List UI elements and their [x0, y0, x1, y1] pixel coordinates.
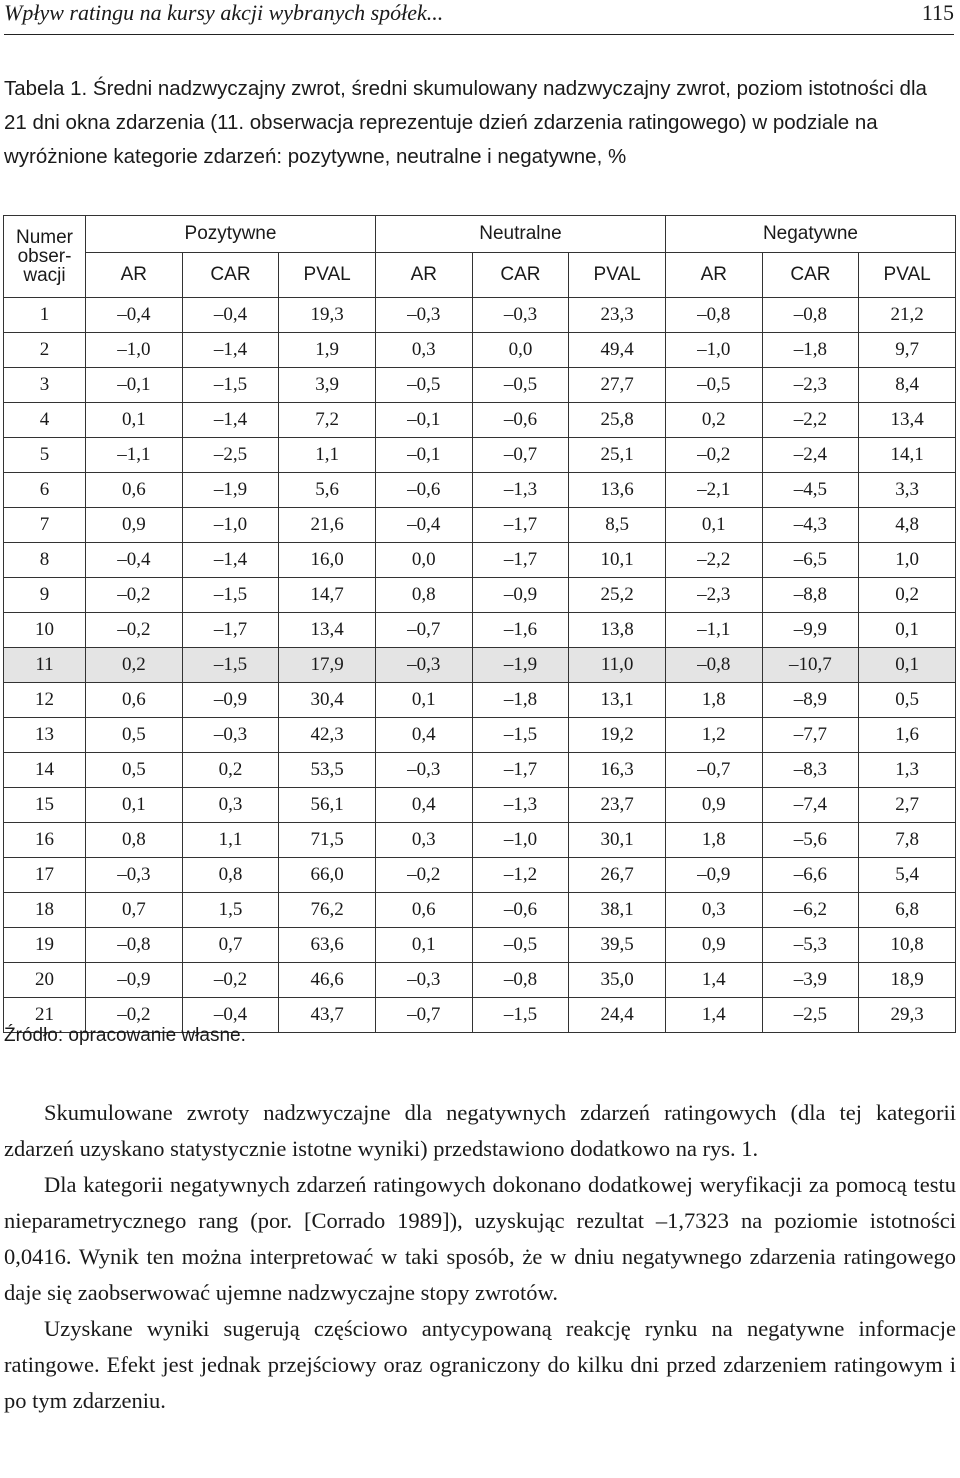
table-row — [4, 333, 956, 368]
table-cell: 0,1 — [375, 928, 472, 963]
table-cell: 23,3 — [569, 298, 666, 333]
column-header: PVAL — [859, 253, 956, 298]
table-cell: –1,8 — [762, 333, 859, 368]
table-cell: 25,2 — [569, 578, 666, 613]
table-cell: 43,7 — [279, 998, 376, 1033]
table-cell: 13,4 — [859, 403, 956, 438]
observation-number-cell: 14 — [4, 753, 86, 788]
table-cell: 0,8 — [375, 578, 472, 613]
table-cell: –6,6 — [762, 858, 859, 893]
table-body — [4, 298, 956, 1033]
table-cell: –0,2 — [86, 998, 183, 1033]
table-cell: 63,6 — [279, 928, 376, 963]
table-cell: 0,0 — [472, 333, 569, 368]
table-cell: –0,9 — [472, 578, 569, 613]
table-cell: 5,6 — [279, 473, 376, 508]
table-cell: 0,1 — [375, 683, 472, 718]
table-cell: 13,4 — [279, 613, 376, 648]
table-cell: 0,8 — [86, 823, 183, 858]
column-header: CAR — [472, 253, 569, 298]
table-cell: 13,1 — [569, 683, 666, 718]
table-cell: 0,4 — [375, 718, 472, 753]
table-cell: 0,5 — [86, 718, 183, 753]
column-header: AR — [665, 253, 762, 298]
column-header: CAR — [182, 253, 279, 298]
table-cell: 53,5 — [279, 753, 376, 788]
table-cell: 0,6 — [86, 473, 183, 508]
table-cell: 0,7 — [86, 893, 183, 928]
table-cell: –0,7 — [665, 753, 762, 788]
results-table — [3, 215, 956, 1033]
table-cell: 0,1 — [86, 788, 183, 823]
table-cell: –0,1 — [375, 438, 472, 473]
table-cell: –8,3 — [762, 753, 859, 788]
table-cell: 0,1 — [86, 403, 183, 438]
table-cell: 6,8 — [859, 893, 956, 928]
observation-number-cell: 9 — [4, 578, 86, 613]
table-row — [4, 683, 956, 718]
table-cell: –1,7 — [182, 613, 279, 648]
table-cell: 27,7 — [569, 368, 666, 403]
column-header: AR — [375, 253, 472, 298]
table-cell: 0,2 — [665, 403, 762, 438]
table-cell: 23,7 — [569, 788, 666, 823]
column-header: PVAL — [279, 253, 376, 298]
table-cell: 38,1 — [569, 893, 666, 928]
table-cell: –1,5 — [182, 648, 279, 683]
table-cell: 4,8 — [859, 508, 956, 543]
table-cell: –1,0 — [665, 333, 762, 368]
table-cell: –0,2 — [86, 578, 183, 613]
table-row — [4, 788, 956, 823]
table-cell: 0,0 — [375, 543, 472, 578]
table-cell: 9,7 — [859, 333, 956, 368]
table-row — [4, 473, 956, 508]
table-cell: –1,5 — [182, 578, 279, 613]
table-cell: –1,4 — [182, 333, 279, 368]
table-cell: –2,5 — [762, 998, 859, 1033]
table-row — [4, 648, 956, 683]
table-cell: 71,5 — [279, 823, 376, 858]
table-cell: –1,7 — [472, 543, 569, 578]
table-cell: –0,8 — [86, 928, 183, 963]
table-cell: 17,9 — [279, 648, 376, 683]
table-cell: 8,4 — [859, 368, 956, 403]
table-cell: 3,3 — [859, 473, 956, 508]
table-row — [4, 718, 956, 753]
table-cell: –1,5 — [182, 368, 279, 403]
table-cell: 0,8 — [182, 858, 279, 893]
table-cell: –7,4 — [762, 788, 859, 823]
table-cell: 13,8 — [569, 613, 666, 648]
table-row — [4, 893, 956, 928]
table-cell: 0,1 — [665, 508, 762, 543]
observation-number-cell: 4 — [4, 403, 86, 438]
table-cell: –1,0 — [86, 333, 183, 368]
observation-number-cell: 3 — [4, 368, 86, 403]
table-cell: 56,1 — [279, 788, 376, 823]
table-row — [4, 613, 956, 648]
table-cell: 0,3 — [182, 788, 279, 823]
page-header — [4, 0, 954, 35]
table-cell: –8,9 — [762, 683, 859, 718]
table-cell: 1,4 — [665, 998, 762, 1033]
table-cell: 19,3 — [279, 298, 376, 333]
table-cell: 66,0 — [279, 858, 376, 893]
table-cell: –0,5 — [472, 368, 569, 403]
table-cell: 30,1 — [569, 823, 666, 858]
table-cell: –0,5 — [472, 928, 569, 963]
running-head: Wpływ ratingu na kursy akcji wybranych spółek... — [4, 0, 444, 25]
table-cell: –2,1 — [665, 473, 762, 508]
observation-number-cell: 19 — [4, 928, 86, 963]
table-cell: –0,7 — [375, 998, 472, 1033]
observation-number-cell: 7 — [4, 508, 86, 543]
table-cell: –0,2 — [375, 858, 472, 893]
table-cell: –0,6 — [375, 473, 472, 508]
table-cell: –0,6 — [472, 403, 569, 438]
table-cell: 3,9 — [279, 368, 376, 403]
table-cell: –0,8 — [665, 648, 762, 683]
table-cell: –1,9 — [472, 648, 569, 683]
observation-number-cell: 18 — [4, 893, 86, 928]
observation-number-cell: 8 — [4, 543, 86, 578]
table-cell: 16,3 — [569, 753, 666, 788]
table-cell: –1,7 — [472, 753, 569, 788]
table-row — [4, 823, 956, 858]
table-cell: –0,3 — [375, 963, 472, 998]
table-cell: 0,1 — [859, 648, 956, 683]
table-cell: 19,2 — [569, 718, 666, 753]
table-cell: 24,4 — [569, 998, 666, 1033]
table-cell: –1,0 — [472, 823, 569, 858]
table-group-header-row — [4, 216, 956, 253]
table-caption: Tabela 1. Średni nadzwyczajny zwrot, średni skumulowany nadzwyczajny zwrot, poziom istotności dla 21 dni okna zdarzenia (11. obserwacja reprezentuje dzień zdarzenia ratingowego) w podziale na wyróżnione kategorie zdarzeń: pozytywne, neutralne i negatywne, % — [4, 77, 927, 168]
table-cell: 0,9 — [665, 928, 762, 963]
table-cell: 10,8 — [859, 928, 956, 963]
table-row — [4, 543, 956, 578]
table-cell: –0,5 — [375, 368, 472, 403]
table-cell: 1,5 — [182, 893, 279, 928]
table-cell: –1,3 — [472, 473, 569, 508]
table-cell: –1,1 — [86, 438, 183, 473]
observation-number-cell: 2 — [4, 333, 86, 368]
observation-number-cell: 6 — [4, 473, 86, 508]
table-cell: –0,3 — [182, 718, 279, 753]
table-cell: –0,6 — [472, 893, 569, 928]
table-cell: 0,3 — [375, 333, 472, 368]
table-row — [4, 578, 956, 613]
observation-number-cell: 10 — [4, 613, 86, 648]
table-cell: 21,2 — [859, 298, 956, 333]
table-cell: 18,9 — [859, 963, 956, 998]
table-cell: –0,4 — [86, 298, 183, 333]
observation-number-cell: 17 — [4, 858, 86, 893]
table-cell: 26,7 — [569, 858, 666, 893]
table-cell: –6,2 — [762, 893, 859, 928]
page-number: 115 — [921, 0, 954, 25]
table-row — [4, 403, 956, 438]
table-cell: 7,8 — [859, 823, 956, 858]
observation-number-header: Numer obser-wacji — [4, 216, 86, 298]
table-row — [4, 963, 956, 998]
table-cell: 1,3 — [859, 753, 956, 788]
table-cell: 16,0 — [279, 543, 376, 578]
table-cell: 0,6 — [375, 893, 472, 928]
table-cell: 0,3 — [375, 823, 472, 858]
table-cell: –0,1 — [375, 403, 472, 438]
table-cell: –0,9 — [665, 858, 762, 893]
table-cell: –1,2 — [472, 858, 569, 893]
table-cell: –2,5 — [182, 438, 279, 473]
table-cell: –0,2 — [86, 613, 183, 648]
table-cell: –0,5 — [665, 368, 762, 403]
table-cell: 1,9 — [279, 333, 376, 368]
group-header-neutral: Neutralne — [375, 216, 665, 253]
source-note: Źródło: opracowanie własne. — [4, 1025, 246, 1046]
table-subheader-row — [4, 253, 956, 298]
table-cell: –0,3 — [375, 648, 472, 683]
table-cell: 0,9 — [86, 508, 183, 543]
table-cell: –1,9 — [182, 473, 279, 508]
table-cell: 0,6 — [86, 683, 183, 718]
table-cell: –0,2 — [665, 438, 762, 473]
observation-number-cell: 15 — [4, 788, 86, 823]
table-cell: 1,8 — [665, 683, 762, 718]
table-cell: 1,1 — [279, 438, 376, 473]
table-cell: –4,5 — [762, 473, 859, 508]
table-cell: –0,3 — [472, 298, 569, 333]
table-cell: –1,1 — [665, 613, 762, 648]
table-cell: 76,2 — [279, 893, 376, 928]
table-cell: 0,2 — [182, 753, 279, 788]
table-cell: –0,3 — [375, 753, 472, 788]
table-cell: –0,2 — [182, 963, 279, 998]
table-cell: –0,4 — [182, 998, 279, 1033]
table-cell: –1,0 — [182, 508, 279, 543]
table-cell: –1,4 — [182, 543, 279, 578]
observation-number-cell: 20 — [4, 963, 86, 998]
table-cell: 0,4 — [375, 788, 472, 823]
table-cell: –0,7 — [375, 613, 472, 648]
table-cell: 25,8 — [569, 403, 666, 438]
group-header-negative: Negatywne — [665, 216, 955, 253]
column-header: AR — [86, 253, 183, 298]
table-cell: –6,5 — [762, 543, 859, 578]
table-cell: 8,5 — [569, 508, 666, 543]
observation-number-cell: 16 — [4, 823, 86, 858]
table-cell: –2,3 — [762, 368, 859, 403]
table-cell: 14,1 — [859, 438, 956, 473]
table-cell: –0,8 — [762, 298, 859, 333]
table-cell: –1,5 — [472, 718, 569, 753]
table-cell: 21,6 — [279, 508, 376, 543]
table-row — [4, 928, 956, 963]
table-cell: –10,7 — [762, 648, 859, 683]
table-cell: –2,2 — [762, 403, 859, 438]
table-cell: 49,4 — [569, 333, 666, 368]
table-row — [4, 438, 956, 473]
table-cell: –2,4 — [762, 438, 859, 473]
table-cell: –0,4 — [375, 508, 472, 543]
table-cell: 0,1 — [859, 613, 956, 648]
table-cell: –0,3 — [375, 298, 472, 333]
observation-number-cell: 12 — [4, 683, 86, 718]
table-cell: –4,3 — [762, 508, 859, 543]
table-cell: –0,7 — [472, 438, 569, 473]
table-cell: 2,7 — [859, 788, 956, 823]
table-cell: –1,3 — [472, 788, 569, 823]
table-cell: 13,6 — [569, 473, 666, 508]
table-cell: –0,9 — [86, 963, 183, 998]
body-text — [4, 1095, 956, 1419]
table-cell: 46,6 — [279, 963, 376, 998]
table-cell: –0,1 — [86, 368, 183, 403]
table-cell: 0,2 — [86, 648, 183, 683]
table-row — [4, 298, 956, 333]
table-cell: –0,9 — [182, 683, 279, 718]
table-cell: 29,3 — [859, 998, 956, 1033]
paragraph: Skumulowane zwroty nadzwyczajne dla negatywnych zdarzeń ratingowych (dla tej kategorii zdarzeń uzyskano statystycznie istotne wyniki) przedstawiono dodatkowo na rys. 1. — [4, 1100, 956, 1161]
table-cell: 0,3 — [665, 893, 762, 928]
table-cell: –0,3 — [86, 858, 183, 893]
table-cell: 10,1 — [569, 543, 666, 578]
table-cell: 1,6 — [859, 718, 956, 753]
table-cell: 11,0 — [569, 648, 666, 683]
table-cell: –0,4 — [86, 543, 183, 578]
observation-number-cell: 13 — [4, 718, 86, 753]
table-cell: 35,0 — [569, 963, 666, 998]
table-cell: –5,3 — [762, 928, 859, 963]
table-cell: 25,1 — [569, 438, 666, 473]
table-cell: 1,1 — [182, 823, 279, 858]
table-cell: –2,3 — [665, 578, 762, 613]
table-cell: –7,7 — [762, 718, 859, 753]
table-cell: –9,9 — [762, 613, 859, 648]
column-header: CAR — [762, 253, 859, 298]
table-cell: –0,4 — [182, 298, 279, 333]
table-row — [4, 858, 956, 893]
table-cell: –0,8 — [665, 298, 762, 333]
table-cell: –1,6 — [472, 613, 569, 648]
table-cell: –8,8 — [762, 578, 859, 613]
table-cell: 0,2 — [859, 578, 956, 613]
table-cell: 1,8 — [665, 823, 762, 858]
column-header: PVAL — [569, 253, 666, 298]
table-cell: 42,3 — [279, 718, 376, 753]
table-cell: 1,2 — [665, 718, 762, 753]
table-row — [4, 508, 956, 543]
table-cell: –1,4 — [182, 403, 279, 438]
table-cell: 0,5 — [859, 683, 956, 718]
table-cell: 0,7 — [182, 928, 279, 963]
table-cell: 0,5 — [86, 753, 183, 788]
table-row — [4, 368, 956, 403]
table-cell: –5,6 — [762, 823, 859, 858]
table-cell: –0,8 — [472, 963, 569, 998]
table-cell: –1,8 — [472, 683, 569, 718]
table-cell: 1,4 — [665, 963, 762, 998]
table-cell: 39,5 — [569, 928, 666, 963]
table-cell: 14,7 — [279, 578, 376, 613]
paragraph: Dla kategorii negatywnych zdarzeń ratingowych dokonano dodatkowej weryfikacji za pomocą testu nieparametrycznego rang (por. [Corrado 1989]), uzyskując rezultat –1,7323 na poziomie istotności 0,0416. Wynik ten można interpretować w taki sposób, że w dniu negatywnego zdarzenia ratingowego daje się zaobserwować ujemne nadzwyczajne stopy zwrotów. — [4, 1172, 956, 1305]
table-cell: 1,0 — [859, 543, 956, 578]
table-cell: 5,4 — [859, 858, 956, 893]
observation-number-cell: 5 — [4, 438, 86, 473]
observation-number-cell: 11 — [4, 648, 86, 683]
table-cell: –3,9 — [762, 963, 859, 998]
observation-number-cell: 1 — [4, 298, 86, 333]
table-cell: 7,2 — [279, 403, 376, 438]
observation-number-cell: 21 — [4, 998, 86, 1033]
table-cell: 0,9 — [665, 788, 762, 823]
paragraph: Uzyskane wyniki sugerują częściowo antycypowaną reakcję rynku na negatywne informacje ratingowe. Efekt jest jednak przejściowy oraz ograniczony do kilku dni przed zdarzeniem ratingowym i po tym zdarzeniu. — [4, 1316, 956, 1413]
table-cell: –1,5 — [472, 998, 569, 1033]
table-cell: –1,7 — [472, 508, 569, 543]
table-cell: –2,2 — [665, 543, 762, 578]
group-header-positive: Pozytywne — [86, 216, 376, 253]
table-cell: 30,4 — [279, 683, 376, 718]
table-row — [4, 753, 956, 788]
